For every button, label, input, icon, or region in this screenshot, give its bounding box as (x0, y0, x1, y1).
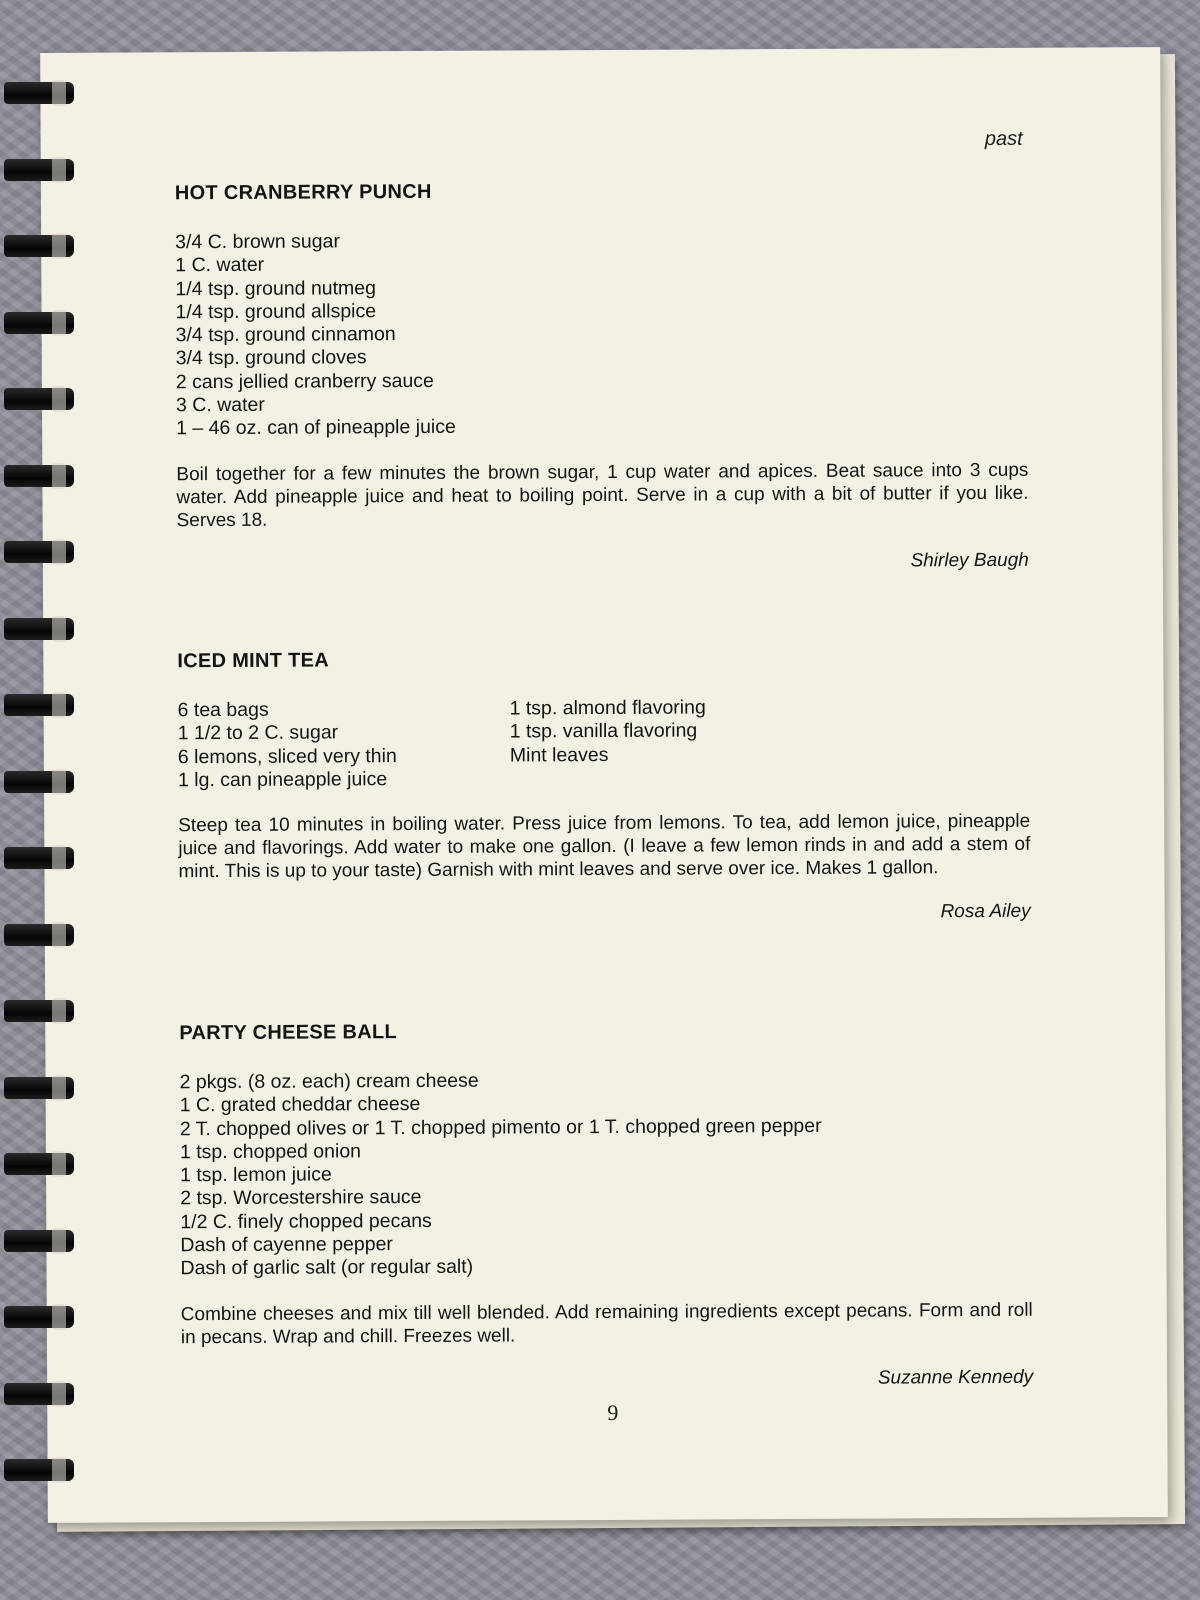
coil-hole (52, 386, 66, 412)
ingredient: 3/4 C. brown sugar (175, 230, 340, 254)
recipe-directions: Boil together for a few minutes the brown sugar, 1 cup water and apices. Beat sauce into 3 cups water. Add pineapple juice and heat to boiling point. Serve in a cup with a bit of butter if you like. Serves 18. (176, 459, 1029, 531)
coil-hole (52, 998, 66, 1024)
corner-word: past (984, 127, 1023, 150)
spiral-binding (0, 76, 80, 1496)
ingredient: 3/4 tsp. ground cinnamon (175, 323, 396, 347)
coil-hole (52, 80, 66, 106)
ingredient: 3/4 tsp. ground cloves (175, 346, 367, 370)
coil-hole (52, 233, 66, 259)
recipe-iced-mint-tea (177, 646, 1030, 928)
ingredient: 2 T. chopped olives or 1 T. chopped pimento or 1 T. chopped green pepper (179, 1114, 822, 1140)
ingredient: 1 tsp. vanilla flavoring (509, 719, 698, 743)
recipe-author: Suzanne Kennedy (877, 1366, 1034, 1389)
ingredient: 1 C. water (175, 254, 265, 277)
spiral-coil (4, 382, 74, 416)
spiral-coil (4, 306, 74, 340)
recipe-directions: Combine cheeses and mix till well blended. Add remaining ingredients except pecans. Form and roll in pecans. Wrap and chill. Freezes well. (180, 1299, 1033, 1348)
coil-hole (52, 539, 66, 565)
spiral-coil (4, 229, 74, 263)
ingredient: Dash of garlic salt (or regular salt) (180, 1256, 474, 1280)
ingredient: 1 C. grated cheddar cheese (179, 1093, 421, 1117)
ingredient: 2 tsp. Worcestershire sauce (180, 1186, 422, 1210)
spiral-coil (4, 688, 74, 722)
coil-hole (52, 1457, 66, 1483)
ingredient: 6 tea bags (177, 698, 269, 722)
spiral-coil (4, 1071, 74, 1105)
ingredient: Mint leaves (509, 743, 609, 767)
recipe-title: HOT CRANBERRY PUNCH (174, 180, 432, 205)
coil-hole (52, 463, 66, 489)
ingredient: 1 tsp. chopped onion (179, 1140, 362, 1164)
recipe-author: Shirley Baugh (910, 549, 1029, 572)
recipe-title: PARTY CHEESE BALL (179, 1021, 398, 1045)
coil-hole (52, 1228, 66, 1254)
ingredient: 1/2 C. finely chopped pecans (180, 1209, 432, 1234)
coil-hole (52, 157, 66, 183)
recipe-directions: Steep tea 10 minutes in boiling water. Press juice from lemons. To tea, add lemon juice, pineapple juice and flavorings. Add water to make one gallon. (I leave a few lemon rinds in and add a stem of mint. This is up to your taste) Garnish with mint leaves and serve over ice. Makes 1 gallon. (178, 810, 1031, 883)
coil-hole (52, 922, 66, 948)
spiral-coil (4, 153, 74, 187)
ingredient-list (179, 1067, 1032, 1281)
spiral-coil (4, 1224, 74, 1258)
spiral-coil (4, 994, 74, 1028)
ingredient: 3 C. water (175, 393, 265, 417)
spiral-coil (4, 1147, 74, 1181)
spiral-coil (4, 1453, 74, 1487)
ingredient-list-right (510, 696, 707, 790)
ingredient: 1 – 46 oz. can of pineapple juice (176, 416, 456, 440)
ingredient-list-left (178, 697, 510, 792)
spiral-coil (4, 918, 74, 952)
ingredient: 1 tsp. almond flavoring (509, 696, 706, 720)
coil-hole (52, 310, 66, 336)
spiral-coil (4, 1300, 74, 1334)
coil-hole (52, 769, 66, 795)
ingredient: Dash of cayenne pepper (180, 1233, 393, 1257)
ingredient: 6 lemons, sliced very thin (177, 744, 397, 768)
page-content (40, 47, 1168, 1523)
coil-hole (52, 1304, 66, 1330)
recipe-hot-cranberry-punch (175, 178, 1029, 576)
ingredient: 1 lg. can pineapple juice (177, 768, 388, 792)
ingredient: 2 cans jellied cranberry sauce (175, 369, 434, 394)
coil-hole (52, 1151, 66, 1177)
ingredient-columns (178, 695, 1030, 793)
ingredient: 2 pkgs. (8 oz. each) cream cheese (179, 1069, 479, 1094)
coil-hole (52, 692, 66, 718)
spiral-coil (4, 765, 74, 799)
ingredient: 1/4 tsp. ground allspice (175, 300, 377, 324)
spiral-coil (4, 1377, 74, 1411)
cookbook-page (40, 47, 1168, 1523)
spiral-coil (4, 535, 74, 569)
coil-hole (52, 1075, 66, 1101)
recipe-party-cheese-ball (179, 1018, 1033, 1393)
spiral-coil (4, 76, 74, 110)
spiral-coil (4, 841, 74, 875)
spiral-coil (4, 459, 74, 493)
ingredient-list (175, 227, 1028, 441)
coil-hole (52, 845, 66, 871)
ingredient: 1/4 tsp. ground nutmeg (175, 276, 377, 300)
recipe-title: ICED MINT TEA (177, 649, 330, 673)
spiral-coil (4, 612, 74, 646)
coil-hole (52, 616, 66, 642)
coil-hole (52, 1381, 66, 1407)
recipe-author: Rosa Ailey (940, 900, 1031, 923)
ingredient: 1 1/2 to 2 C. sugar (177, 721, 339, 745)
page-number: 9 (607, 1399, 619, 1425)
ingredient: 1 tsp. lemon juice (179, 1163, 332, 1187)
